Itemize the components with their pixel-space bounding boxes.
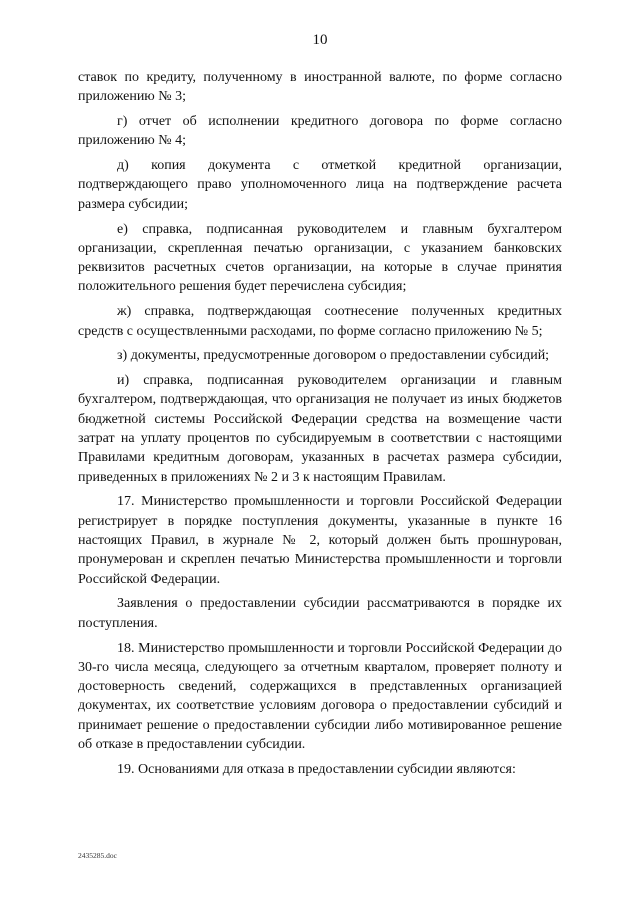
paragraph-section-19: 19. Основаниями для отказа в предоставлении субсидии являются: [117,761,516,777]
page-number: 10 [312,32,328,48]
paragraph-section-17-note: Заявления о предоставлении субсидии рассматриваются в порядке их поступления. [78,596,562,631]
paragraph-section-18: 18. Министерство промышленности и торговли Российской Федерации до 30-го числа месяца, следующего за отчетным кварталом, проверяет полноту и достоверность сведений, содержащихся в представленных организацией документах, их соответствие условиям договора о предоставлении субсидий и принимает решение о предоставлении субсидии либо мотивированное решение об отказе в предоставлении субсидии. [78,640,562,752]
paragraph-item-z: з) документы, предусмотренные договором о предоставлении субсидий; [117,348,550,364]
paragraph-section-17: 17. Министерство промышленности и торговли Российской Федерации регистрирует в порядке поступления документы, указанные в пункте 16 настоящих Правил, в журнале № 2, который должен быть прошнурован, пронумерован и скреплен печатью Министерства промышленности и торговли Российской Федерации. [78,494,562,587]
paragraph-continuation: ставок по кредиту, полученному в иностранной валюте, по форме согласно приложению № 3; [78,70,562,105]
document-body [78,68,562,785]
paragraph-item-e: е) справка, подписанная руководителем и главным бухгалтером организации, скрепленная печатью организации, с указанием банковских реквизитов расчетных счетов организации, на которые в случае принятия положительного решения будет перечислена субсидия; [78,221,562,295]
paragraph-item-zh: ж) справка, подтверждающая соотнесение полученных кредитных средств с осуществленными расходами, по форме согласно приложению № 5; [78,304,562,339]
paragraph-item-g: г) отчет об исполнении кредитного договора по форме согласно приложению № 4; [78,114,562,149]
paragraph-item-d: д) копия документа с отметкой кредитной организации, подтверждающего право уполномоченного лица на подтверждение расчета размера субсидии; [78,158,562,212]
footer-filename: 2435285.doc [78,851,117,860]
paragraph-item-i: и) справка, подписанная руководителем организации и главным бухгалтером, подтверждающая, что организация не получает из иных бюджетов бюджетной системы Российской Федерации средства на возмещение части затрат на уплату процентов по субсидируемым в соответствии с настоящими Правилами кредитным договорам, указанных в расчетах размера субсидии, приведенных в приложениях № 2 и 3 к настоящим Правилам. [78,373,562,485]
